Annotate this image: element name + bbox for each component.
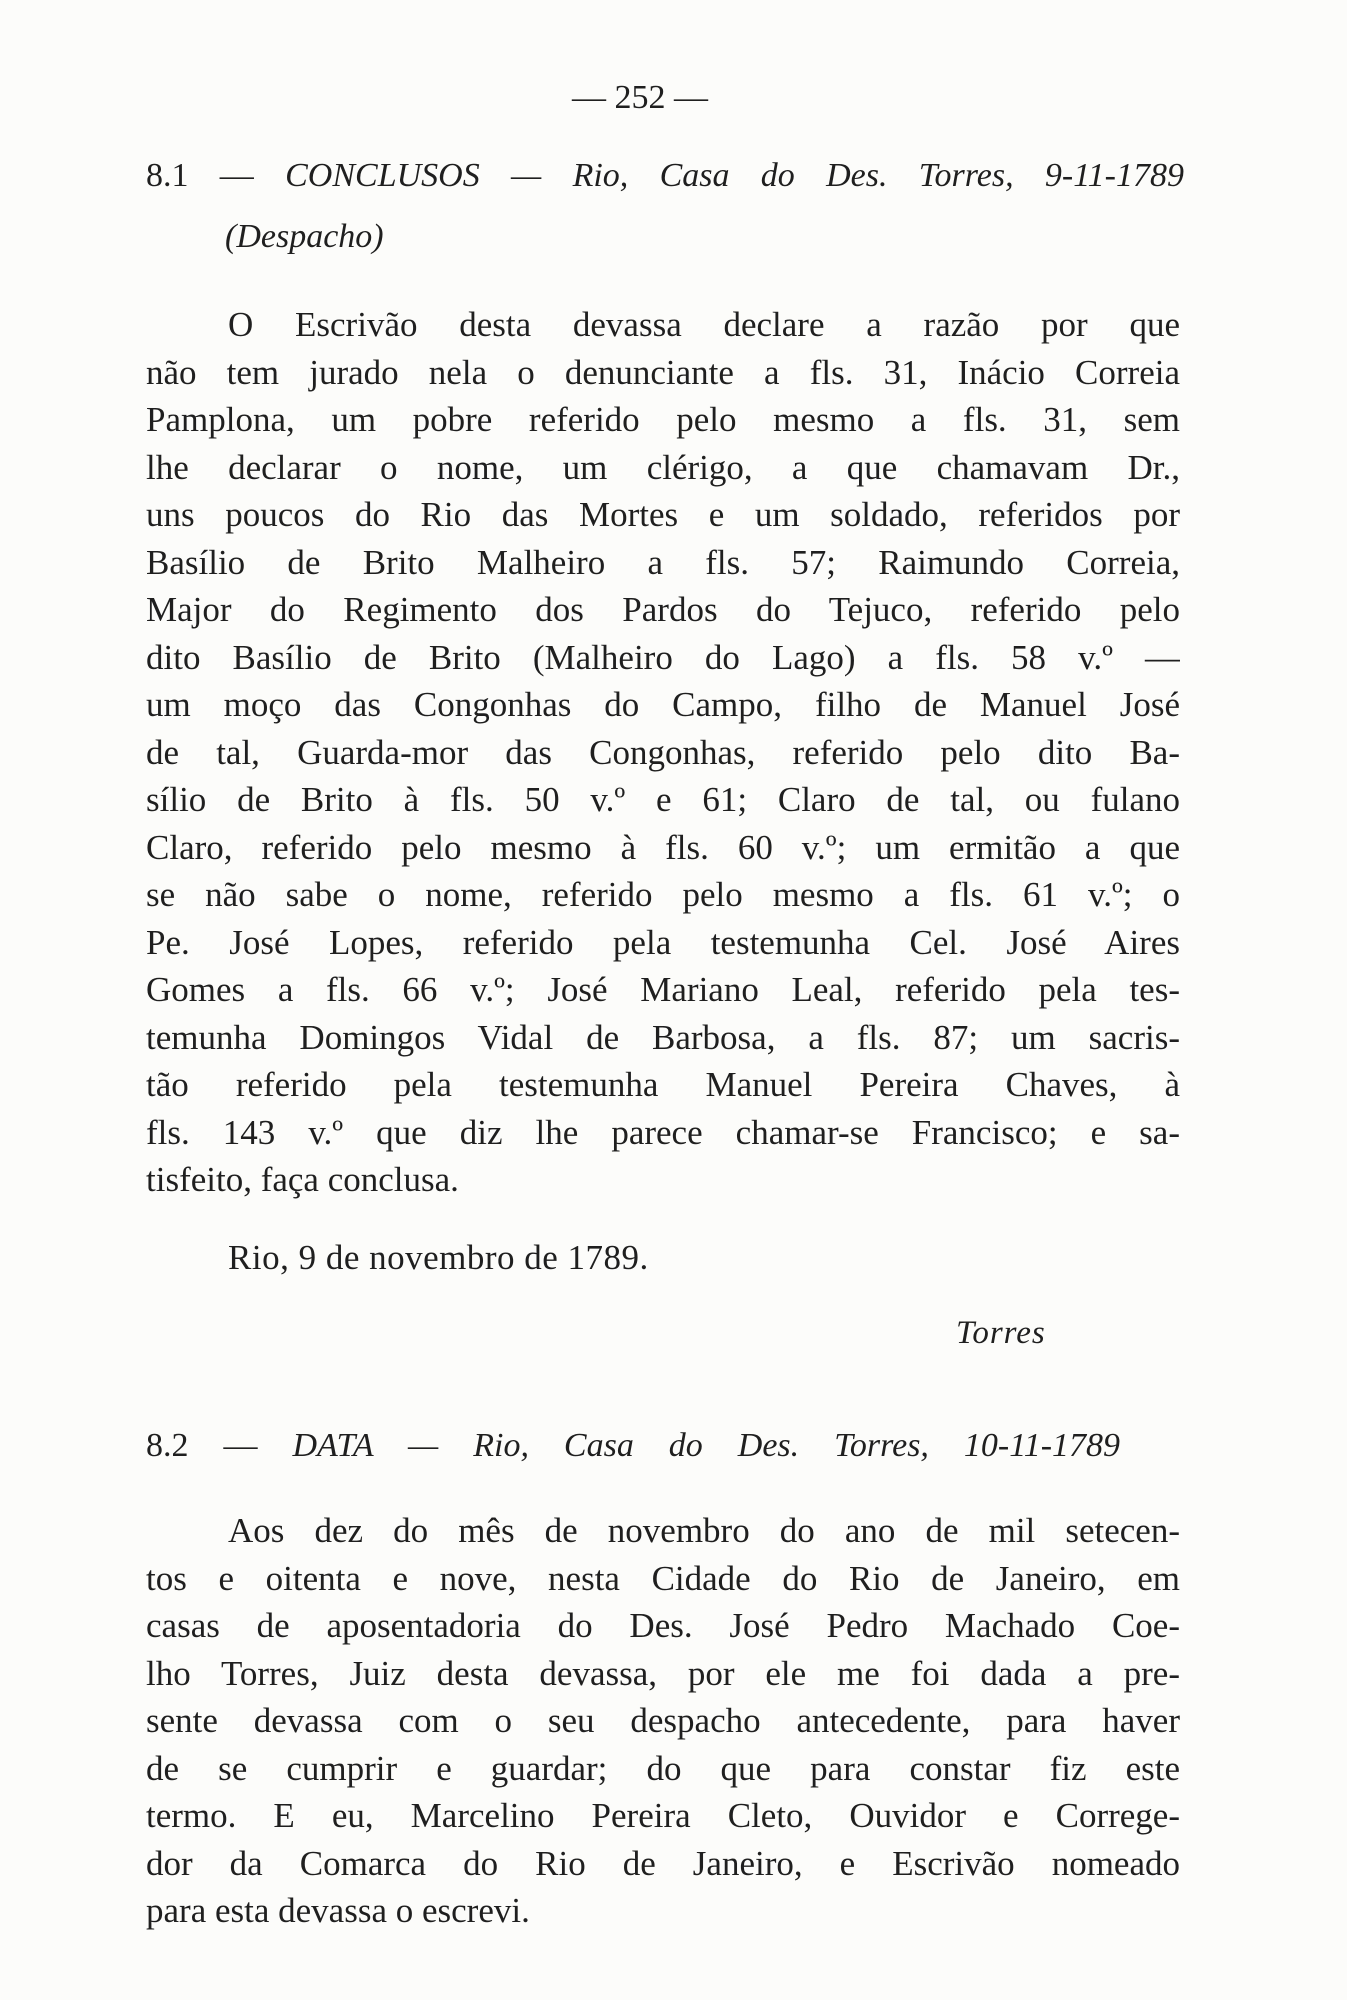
- text-line: casas de aposentadoria do Des. José Pedro Machado Coe-: [146, 1606, 1180, 1645]
- text-line: tisfeito, faça conclusa.: [146, 1160, 459, 1199]
- text-line: se não sabe o nome, referido pelo mesmo a fls. 61 v.º; o: [146, 875, 1180, 914]
- text-line: Claro, referido pelo mesmo à fls. 60 v.º; um ermitão a que: [146, 827, 1180, 867]
- section-title: CONCLUSOS — Rio, Casa do Des. Torres, 9-11-1789: [285, 157, 1184, 194]
- text-line: sente devassa com o seu despacho antecedente, para haver: [146, 1701, 1180, 1740]
- section-number: 8.2 —: [146, 1427, 258, 1464]
- section-title: DATA — Rio, Casa do Des. Torres, 10-11-1789: [292, 1427, 1120, 1464]
- text-line: termo. E eu, Marcelino Pereira Cleto, Ouvidor e Correge-: [146, 1796, 1180, 1835]
- text-line: dor da Comarca do Rio de Janeiro, e Escrivão nomeado: [146, 1843, 1180, 1883]
- signature: Torres: [956, 1315, 1046, 1351]
- text-line: tão referido pela testemunha Manuel Pereira Chaves, à: [146, 1065, 1180, 1104]
- text-line: um moço das Congonhas do Campo, filho de Manuel José: [146, 685, 1180, 724]
- text-line: sílio de Brito à fls. 50 v.º e 61; Claro de tal, ou fulano: [146, 780, 1180, 819]
- text-line: Pamplona, um pobre referido pelo mesmo a fls. 31, sem: [146, 400, 1180, 439]
- text-line: Major do Regimento dos Pardos do Tejuco, referido pelo: [146, 590, 1180, 629]
- text-line: lhe declarar o nome, um clérigo, a que chamavam Dr.,: [146, 447, 1180, 487]
- date-line: Rio, 9 de novembro de 1789.: [228, 1238, 649, 1277]
- text-line: Aos dez do mês de novembro do ano de mil setecen-: [228, 1511, 1180, 1550]
- text-line: não tem jurado nela o denunciante a fls. 31, Inácio Correia: [146, 352, 1180, 392]
- text-line: uns poucos do Rio das Mortes e um soldado, referidos por: [146, 495, 1180, 534]
- text-line: para esta devassa o escrevi.: [146, 1891, 530, 1930]
- text-line: fls. 143 v.º que diz lhe parece chamar-se Francisco; e sa-: [146, 1112, 1180, 1152]
- text-line: Gomes a fls. 66 v.º; José Mariano Leal, referido pela tes-: [146, 970, 1180, 1009]
- text-line: Pe. José Lopes, referido pela testemunha Cel. José Aires: [146, 922, 1180, 962]
- text-line: de tal, Guarda-mor das Congonhas, referido pelo dito Ba-: [146, 732, 1180, 772]
- text-line: tos e oitenta e nove, nesta Cidade do Rio de Janeiro, em: [146, 1558, 1180, 1598]
- text-line: dito Basílio de Brito (Malheiro do Lago) a fls. 58 v.º —: [146, 637, 1180, 677]
- text-line: O Escrivão desta devassa declare a razão por que: [228, 305, 1180, 344]
- section-heading: [146, 1422, 1120, 1469]
- section-number: 8.1 —: [146, 157, 254, 194]
- text-line: Basílio de Brito Malheiro a fls. 57; Raimundo Correia,: [146, 542, 1180, 582]
- paragraph: [146, 1507, 1180, 1935]
- section-heading: [146, 152, 1184, 199]
- paragraph: [146, 301, 1180, 1204]
- text-line: lho Torres, Juiz desta devassa, por ele me foi dada a pre-: [146, 1653, 1180, 1693]
- text-line: temunha Domingos Vidal de Barbosa, a fls. 87; um sacris-: [146, 1017, 1180, 1057]
- text-line: de se cumprir e guardar; do que para constar fiz este: [146, 1748, 1180, 1788]
- page-number: — 252 —: [572, 79, 708, 116]
- section-subheading: (Despacho): [225, 218, 384, 255]
